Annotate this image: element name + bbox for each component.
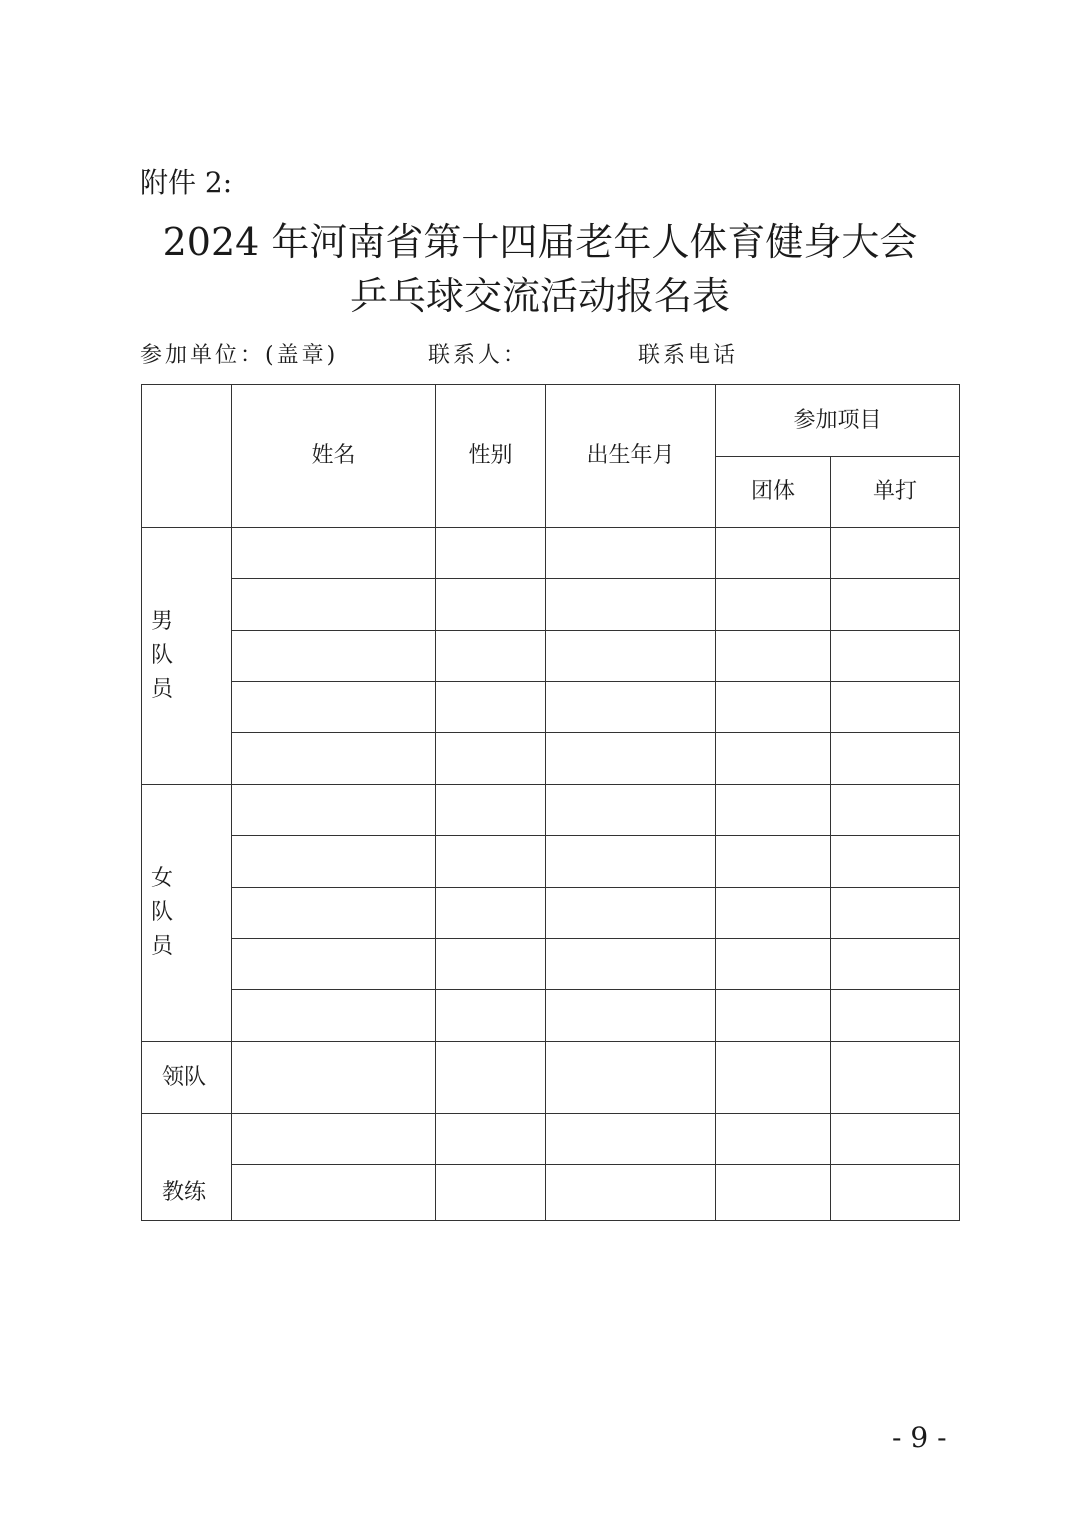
female-players-label [142,785,232,1042]
team-leader-label: 领队 [142,1042,232,1114]
registration-table [141,384,960,1221]
male-players-label [142,528,232,785]
contact-phone-label: 联系电话 [638,343,739,368]
team-cell[interactable] [716,528,831,579]
table-row [142,631,960,682]
birth-cell[interactable] [546,1114,716,1165]
gender-cell[interactable] [436,785,546,836]
singles-cell[interactable] [831,1165,960,1221]
birth-cell[interactable] [546,579,716,631]
birth-cell[interactable] [546,785,716,836]
name-cell[interactable] [232,1042,436,1114]
birth-cell[interactable] [546,733,716,785]
female-label-char: 员 [150,934,173,959]
birth-cell[interactable] [546,528,716,579]
name-cell[interactable] [232,579,436,631]
team-cell[interactable] [716,1114,831,1165]
name-cell[interactable] [232,1114,436,1165]
contact-person-label: 联系人： [428,343,529,368]
table-row [142,785,960,836]
gender-cell[interactable] [436,733,546,785]
name-cell[interactable] [232,990,436,1042]
male-label-char: 男 [150,609,173,634]
header-events: 参加项目 [716,385,960,457]
form-title-line-1: 2024 年河南省第十四届老年人体育健身大会 [162,220,918,264]
header-birth-date: 出生年月 [546,385,716,528]
birth-cell[interactable] [546,682,716,733]
team-cell[interactable] [716,733,831,785]
birth-cell[interactable] [546,939,716,990]
coach-label: 教练 [142,1114,232,1221]
name-cell[interactable] [232,785,436,836]
participating-unit-label: 参加单位：(盖章) [140,343,339,368]
gender-cell[interactable] [436,528,546,579]
birth-cell[interactable] [546,836,716,888]
team-cell[interactable] [716,939,831,990]
table-row [142,528,960,579]
gender-cell[interactable] [436,1114,546,1165]
team-cell[interactable] [716,990,831,1042]
header-singles: 单打 [831,457,960,528]
gender-cell[interactable] [436,939,546,990]
table-row [142,1114,960,1165]
singles-cell[interactable] [831,990,960,1042]
gender-cell[interactable] [436,682,546,733]
singles-cell[interactable] [831,888,960,939]
singles-cell[interactable] [831,579,960,631]
table-row [142,1042,960,1114]
header-gender: 性别 [436,385,546,528]
table-row [142,888,960,939]
singles-cell[interactable] [831,682,960,733]
name-cell[interactable] [232,682,436,733]
team-cell[interactable] [716,682,831,733]
name-cell[interactable] [232,528,436,579]
female-label-char: 女 [150,866,173,891]
corner-cell [142,385,232,528]
name-cell[interactable] [232,836,436,888]
name-cell[interactable] [232,1165,436,1221]
singles-cell[interactable] [831,733,960,785]
female-label-char: 队 [150,900,173,925]
page-number: - 9 - [892,1421,947,1454]
name-cell[interactable] [232,939,436,990]
male-label-char: 队 [150,643,173,668]
name-cell[interactable] [232,733,436,785]
gender-cell[interactable] [436,836,546,888]
name-cell[interactable] [232,631,436,682]
attachment-label: 附件 2: [140,166,233,199]
gender-cell[interactable] [436,1042,546,1114]
male-label-char: 员 [150,677,173,702]
table-row [142,682,960,733]
birth-cell[interactable] [546,1042,716,1114]
singles-cell[interactable] [831,528,960,579]
table-row [142,1165,960,1221]
singles-cell[interactable] [831,836,960,888]
gender-cell[interactable] [436,888,546,939]
gender-cell[interactable] [436,631,546,682]
team-cell[interactable] [716,888,831,939]
singles-cell[interactable] [831,785,960,836]
gender-cell[interactable] [436,990,546,1042]
birth-cell[interactable] [546,631,716,682]
table-row [142,836,960,888]
table-row [142,939,960,990]
team-cell[interactable] [716,631,831,682]
form-title-line-2: 乒乓球交流活动报名表 [349,274,730,318]
name-cell[interactable] [232,888,436,939]
table-row [142,579,960,631]
singles-cell[interactable] [831,1042,960,1114]
header-name: 姓名 [232,385,436,528]
header-team: 团体 [716,457,831,528]
team-cell[interactable] [716,1042,831,1114]
team-cell[interactable] [716,785,831,836]
team-cell[interactable] [716,836,831,888]
table-row [142,990,960,1042]
gender-cell[interactable] [436,579,546,631]
table-row [142,733,960,785]
singles-cell[interactable] [831,631,960,682]
team-cell[interactable] [716,579,831,631]
singles-cell[interactable] [831,1114,960,1165]
team-cell[interactable] [716,1165,831,1221]
birth-cell[interactable] [546,888,716,939]
birth-cell[interactable] [546,990,716,1042]
birth-cell[interactable] [546,1165,716,1221]
singles-cell[interactable] [831,939,960,990]
gender-cell[interactable] [436,1165,546,1221]
